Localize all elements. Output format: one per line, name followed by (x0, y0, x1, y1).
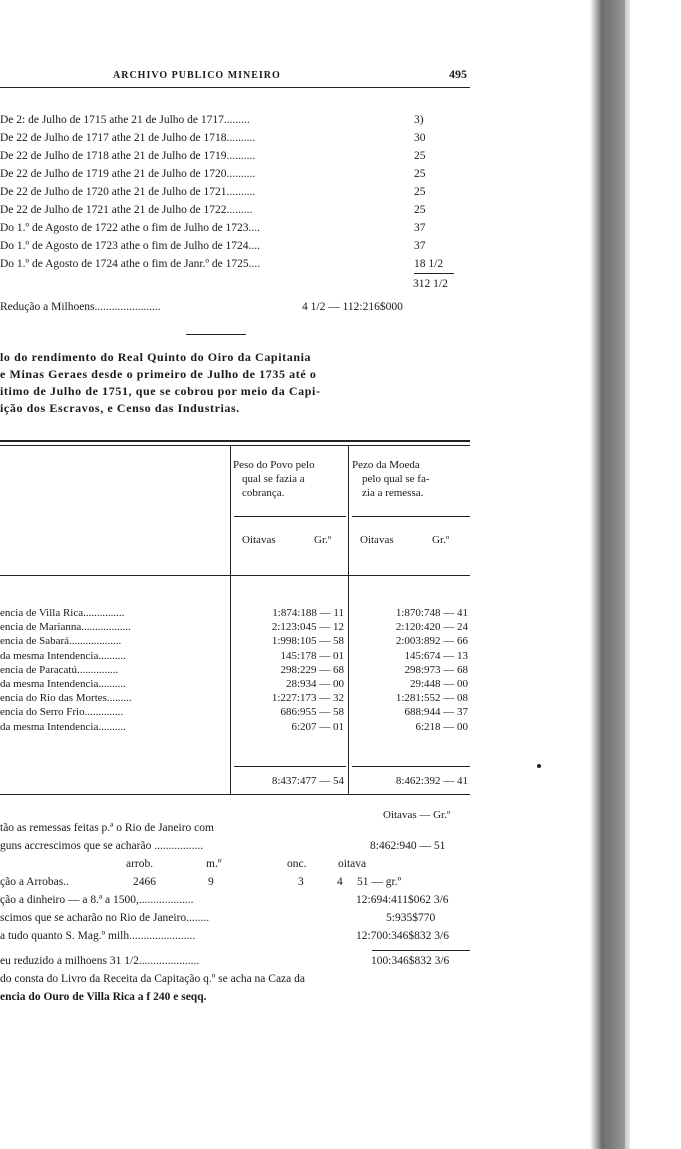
table-row-col2: 1:281:552 — 08 (395, 692, 468, 705)
table-row-col2: 688:944 — 37 (404, 706, 468, 719)
table-row-label: da mesma Intendencia.......... (0, 649, 126, 662)
period-row-text: Do 1.º de Agosto de 1724 athe o fim de Janr.º de 1725.... (0, 258, 261, 270)
period-row-value: 25 (414, 168, 426, 180)
period-row-value: 37 (414, 240, 426, 252)
summary-line-3-label: ção a Arrobas.. (0, 876, 69, 888)
table-row-col2: 2:120:420 — 24 (395, 621, 468, 634)
period-row-text: De 22 de Julho de 1718 athe 21 de Julho de 1719.......... (0, 150, 256, 162)
col1-header-line-3: cobrança. (242, 487, 285, 499)
table-col-divider-2 (348, 445, 349, 795)
period-row-value: 25 (414, 204, 426, 216)
col2-total-rule (352, 766, 470, 767)
col2-header-line-2: pelo qual se fa- (362, 473, 430, 485)
table-row-col1: 1:998:105 — 58 (271, 635, 344, 648)
period-row-text: De 22 de Julho de 1717 athe 21 de Julho de 1718.......... (0, 132, 256, 144)
col1-header-line-2: qual se fazia a (242, 473, 305, 485)
table-row-col1: 145:178 — 01 (280, 649, 344, 662)
period-row-text: De 22 de Julho de 1720 athe 21 de Julho de 1721.......... (0, 186, 256, 198)
running-header-title: ARCHIVO PUBLICO MINEIRO (113, 70, 281, 81)
summary-oitavas-header: Oitavas — Gr.º (383, 809, 451, 821)
summary-line-5: scimos que se acharão no Rio de Janeiro........ (0, 912, 210, 924)
unit-oitava: oitava (338, 858, 367, 870)
table-top-rule-2 (0, 445, 470, 446)
table-row-col2: 6:218 — 00 (415, 720, 468, 733)
col2-sub-oitavas: Oitavas (360, 534, 394, 546)
col1-sub-gr: Gr.º (314, 534, 332, 546)
table-row-label: encia de Villa Rica............... (0, 607, 125, 619)
col1-total-rule (234, 766, 346, 767)
period-row-text: De 22 de Julho de 1721 athe 21 de Julho de 1722......... (0, 204, 253, 216)
table-row-col2: 1:870:748 — 41 (395, 607, 468, 619)
summary-line-9: encia do Ouro de Villa Rica a f 240 e seqq. (0, 991, 207, 1003)
summary-sum-rule (372, 950, 470, 951)
table-row-label: encia do Serro Frio.............. (0, 706, 124, 719)
unit-m: m.º (206, 858, 222, 870)
table-title-line-2: e Minas Geraes desde o primeiro de Julho de 1735 até o (0, 367, 317, 381)
table-row-label: encia do Rio das Mortes......... (0, 692, 132, 705)
period-row-value: 18 1/2 (414, 258, 444, 270)
reducao-value: 4 1/2 — 112:216$000 (302, 301, 403, 313)
table-row-col2: 2:003:892 — 66 (395, 635, 468, 648)
table-bottom-rule (0, 794, 470, 795)
ink-speck (537, 764, 541, 768)
table-row-label: encia de Marianna.................. (0, 621, 131, 634)
col1-total: 8:437:477 — 54 (271, 775, 344, 787)
page-gutter-fold (605, 0, 625, 1149)
period-total: 312 1/2 (413, 278, 448, 290)
table-top-rule (0, 440, 470, 442)
col2-header-line-1: Pezo da Moeda (352, 459, 420, 471)
period-sum-rule (414, 273, 454, 274)
table-row-label: da mesma Intendencia.......... (0, 678, 126, 690)
table-row-col1: 686:955 — 58 (280, 706, 344, 719)
summary-line-3-tail: 51 — gr.º (357, 876, 402, 888)
summary-line-6-value: 12:700:346$832 3/6 (356, 930, 449, 942)
header-rule (0, 87, 470, 88)
table-row-col1: 28:934 — 00 (285, 678, 344, 690)
period-row-value: 25 (414, 186, 426, 198)
table-row-col2: 298:973 — 68 (404, 663, 468, 676)
table-row-label: da mesma Intendencia.......... (0, 720, 126, 733)
col2-header-line-3: zia a remessa. (362, 487, 424, 499)
table-row-col1: 1:874:188 — 11 (272, 607, 344, 619)
summary-line-4-value: 12:694:411$062 3/6 (356, 894, 449, 906)
table-header-bottom-rule (0, 575, 470, 576)
table-row-label: encia de Sabará................... (0, 635, 122, 648)
summary-line-5-value: 5:935$770 (386, 912, 436, 924)
period-row-text: De 22 de Julho de 1719 athe 21 de Julho de 1720.......... (0, 168, 256, 180)
summary-line-2: guns accrescimos que se acharão ................. (0, 840, 204, 852)
table-row-label: encia de Paracatú............... (0, 663, 119, 676)
reducao-label: Redução a Milhoens....................... (0, 301, 161, 313)
col2-sub-gr: Gr.º (432, 534, 450, 546)
table-row-col1: 2:123:045 — 12 (271, 621, 344, 634)
summary-line-8: do consta do Livro da Receita da Capitação q.º se acha na Caza da (0, 973, 305, 985)
period-row-value: 37 (414, 222, 426, 234)
period-row-value: 25 (414, 150, 426, 162)
col1-subheader-rule (234, 516, 346, 517)
unit-arrob: arrob. (126, 858, 154, 870)
table-row-col2: 29:448 — 00 (409, 678, 468, 690)
page-number: 495 (449, 67, 467, 81)
col1-header-line-1: Peso do Povo pelo (233, 459, 315, 471)
period-row-text: Do 1.º de Agosto de 1722 athe o fim de Julho de 1723.... (0, 222, 261, 234)
section-divider (186, 334, 246, 335)
period-row-text: De 2: de Julho de 1715 athe 21 de Julho de 1717......... (0, 114, 250, 126)
table-row-col2: 145:674 — 13 (404, 649, 468, 662)
summary-line-3-onc: 3 (298, 876, 304, 888)
table-title-line-1: lo do rendimento do Real Quinto do Oiro da Capitania (0, 350, 312, 364)
summary-line-7: eu reduzido a milhoens 31 1/2..................... (0, 955, 200, 967)
summary-line-6: a tudo quanto S. Mag.º milh....................... (0, 930, 196, 942)
summary-line-3-m: 9 (208, 876, 214, 888)
col1-sub-oitavas: Oitavas (242, 534, 276, 546)
table-col-divider-1 (230, 445, 231, 795)
summary-line-4: ção a dinheiro — a 8.ª a 1500,................... (0, 894, 194, 906)
table-row-col1: 6:207 — 01 (291, 720, 344, 733)
table-title-line-4: ição dos Escravos, e Censo das Industrias. (0, 401, 240, 415)
table-title-line-3: itimo de Julho de 1751, que se cobrou por meio da Capi- (0, 384, 321, 398)
summary-line-7-value: 100:346$832 3/6 (371, 955, 450, 967)
period-row-value: 30 (414, 132, 426, 144)
unit-onc: onc. (287, 858, 307, 870)
summary-line-3-arrob: 2466 (133, 876, 156, 888)
table-row-col1: 1:227:173 — 32 (271, 692, 344, 705)
summary-line-2-value: 8:462:940 — 51 (370, 840, 446, 852)
summary-line-1: tão as remessas feitas p.ª o Rio de Janeiro com (0, 822, 214, 834)
period-row-value: 3) (414, 114, 424, 126)
col2-subheader-rule (352, 516, 470, 517)
period-row-text: Do 1.º de Agosto de 1723 athe o fim de Julho de 1724.... (0, 240, 261, 252)
summary-line-3-oit: 4 (337, 876, 343, 888)
col2-total: 8:462:392 — 41 (395, 775, 468, 787)
table-row-col1: 298:229 — 68 (280, 663, 344, 676)
